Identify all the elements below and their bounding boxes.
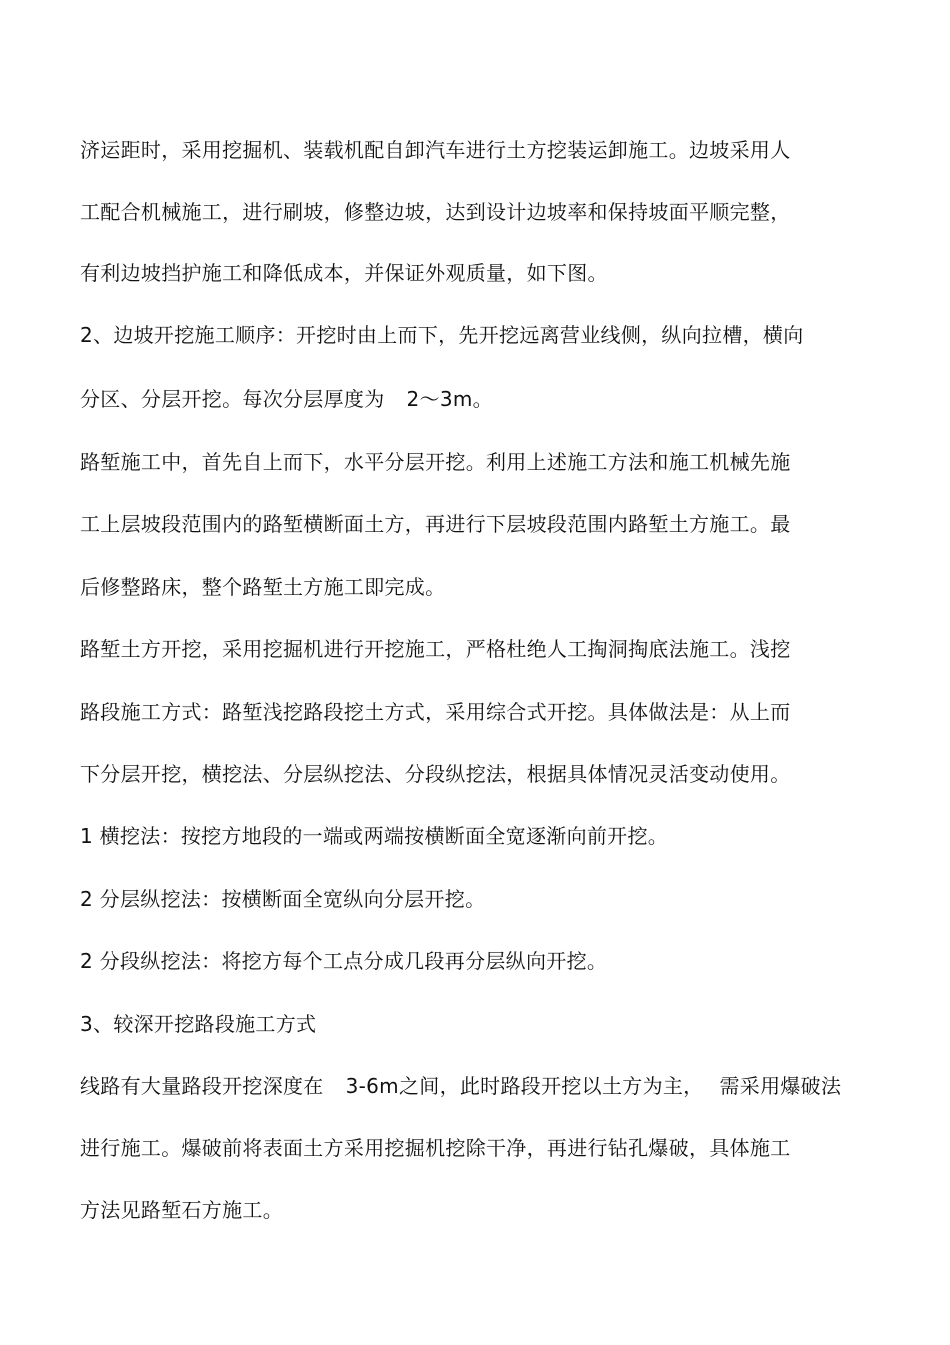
- text-line: [80, 1072, 841, 1100]
- text-line: 2、边坡开挖施工顺序：开挖时由上而下，先开挖远离营业线侧，纵向拉槽，横向: [80, 323, 804, 347]
- text-line: 路堑土方开挖，采用挖掘机进行开挖施工，严格杜绝人工掏洞掏底法施工。浅挖: [80, 637, 791, 661]
- text-segment: 分区、分层开挖。每次分层厚度为: [80, 387, 385, 411]
- text-segment: 线路有大量路段开挖深度在: [80, 1074, 324, 1098]
- depth-value: 3-6m: [345, 1074, 399, 1098]
- text-line: 工配合机械施工，进行刷坡，修整边坡，达到设计边坡率和保持坡面平顺完整，: [80, 200, 791, 224]
- text-line: 进行施工。爆破前将表面土方采用挖掘机挖除干净，再进行钻孔爆破，具体施工: [80, 1136, 791, 1160]
- list-item: 1 横挖法：按挖方地段的一端或两端按横断面全宽逐渐向前开挖。: [80, 824, 669, 848]
- text-line: 后修整路床，整个路堑土方施工即完成。: [80, 575, 446, 599]
- text-line: [80, 385, 493, 413]
- list-item: 2 分层纵挖法：按横断面全宽纵向分层开挖。: [80, 887, 486, 911]
- text-line: 方法见路堑石方施工。: [80, 1198, 283, 1222]
- text-line: 工上层坡段范围内的路堑横断面土方，再进行下层坡段范围内路堑土方施工。最: [80, 512, 791, 536]
- text-segment: 需采用爆破法: [719, 1074, 842, 1098]
- text-line: 路段施工方式：路堑浅挖路段挖土方式，采用综合式开挖。具体做法是：从上而: [80, 700, 791, 724]
- text-line: 有利边坡挡护施工和降低成本，并保证外观质量，如下图。: [80, 261, 608, 285]
- text-line: 济运距时，采用挖掘机、装载机配自卸汽车进行土方挖装运卸施工。边坡采用人: [80, 138, 791, 162]
- text-line: 路堑施工中，首先自上而下，水平分层开挖。利用上述施工方法和施工机械先施: [80, 450, 791, 474]
- text-line: 下分层开挖，横挖法、分层纵挖法、分段纵挖法，根据具体情况灵活变动使用。: [80, 762, 791, 786]
- section-heading: 3、较深开挖路段施工方式: [80, 1012, 317, 1036]
- text-segment: 之间，此时路段开挖以土方为主，: [398, 1074, 704, 1098]
- thickness-value: 2～3m。: [406, 387, 493, 411]
- list-item: 2 分段纵挖法：将挖方每个工点分成几段再分层纵向开挖。: [80, 949, 608, 973]
